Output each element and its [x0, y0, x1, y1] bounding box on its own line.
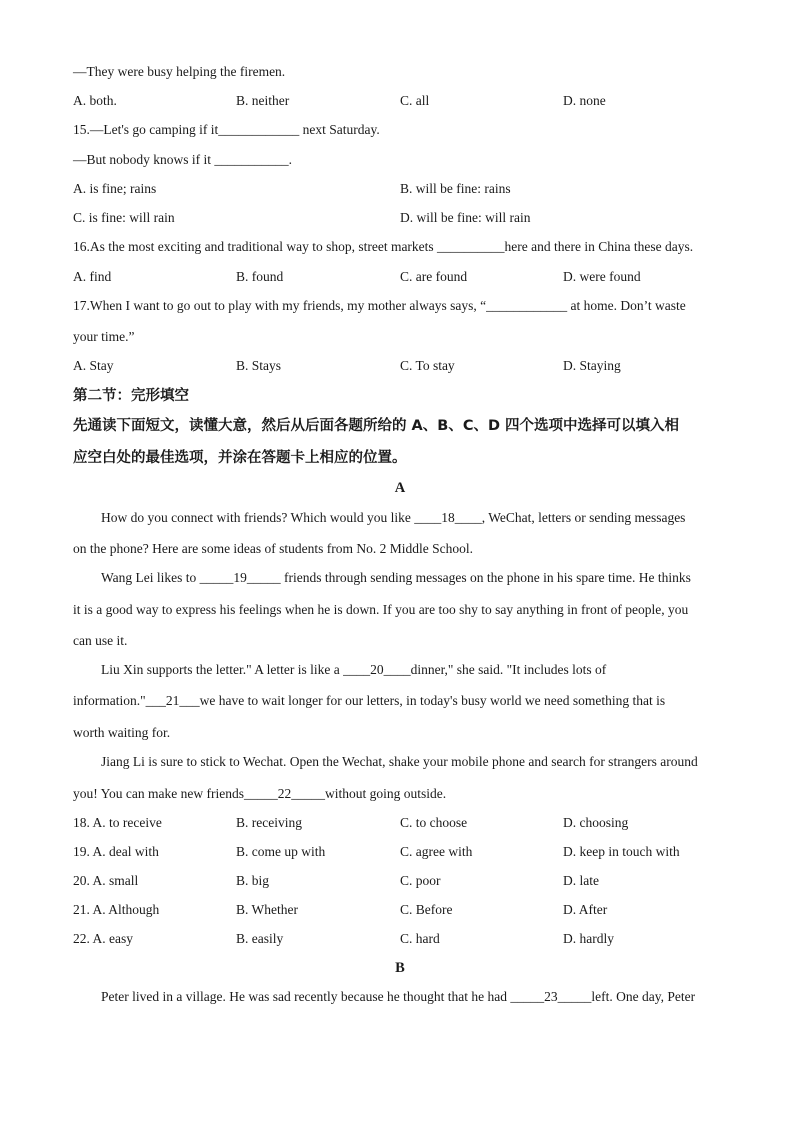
passage-a-line: Liu Xin supports the letter." A letter is like a ____20____dinner," she said. "It includes lots of	[101, 662, 607, 677]
q17-prompt-cont: your time.”	[73, 329, 135, 344]
q21-option-a: 21. A. Although	[73, 902, 160, 917]
q14-option-b: B. neither	[236, 93, 290, 108]
q18-option-d: D. choosing	[563, 815, 629, 830]
q14-option-c: C. all	[400, 93, 430, 108]
passage-b-line: Peter lived in a village. He was sad recently because he thought that he had _____23_____left. One day, Peter	[101, 989, 696, 1004]
q22-option-d: D. hardly	[563, 931, 614, 946]
q18-option-c: C. to choose	[400, 815, 468, 830]
q16-option-d: D. were found	[563, 269, 641, 284]
q14-response: —They were busy helping the firemen.	[73, 64, 286, 79]
q15-option-b: B. will be fine: rains	[400, 181, 511, 196]
q19-options	[73, 843, 733, 861]
q19-option-d: D. keep in touch with	[563, 844, 680, 859]
section-title: 第二节：完形填空	[73, 388, 189, 404]
q17-prompt: 17.When I want to go out to play with my friends, my mother always says, “____________ at home. Don’t waste	[73, 298, 686, 313]
q22-options	[73, 930, 733, 948]
q20-option-c: C. poor	[400, 873, 441, 888]
q15-prompt: 15.—Let's go camping if it____________ next Saturday.	[73, 122, 380, 137]
q17-option-a: A. Stay	[73, 358, 114, 373]
q15-response: —But nobody knows if it ___________.	[73, 152, 293, 167]
q19-option-b: B. come up with	[236, 844, 326, 859]
q19-option-a: 19. A. deal with	[73, 844, 159, 859]
q16-options	[73, 268, 733, 286]
passage-a-line: it is a good way to express his feelings when he is down. If you are too shy to say anything in front of people, you	[73, 602, 689, 617]
q20-option-b: B. big	[236, 873, 270, 888]
passage-a-line: Wang Lei likes to _____19_____ friends through sending messages on the phone in his spare time. He thinks	[101, 570, 691, 585]
q15-options-row2	[73, 209, 733, 227]
section-instruction: 先通读下面短文，读懂大意，然后从后面各题所给的 A、B、C、D 四个选项中选择可以填入相	[73, 418, 680, 434]
passage-a-line: on the phone? Here are some ideas of students from No. 2 Middle School.	[73, 541, 474, 556]
q16-option-c: C. are found	[400, 269, 468, 284]
passage-a-line: information."___21___we have to wait longer for our letters, in today's busy world we need something that is	[73, 693, 666, 708]
q16-option-b: B. found	[236, 269, 284, 284]
q22-option-c: C. hard	[400, 931, 440, 946]
passage-a-line: can use it.	[73, 633, 128, 648]
passage-a-line: worth waiting for.	[73, 725, 171, 740]
q20-options	[73, 872, 733, 890]
passage-b-heading: B	[395, 960, 405, 976]
passage-a-line: you! You can make new friends_____22_____without going outside.	[73, 786, 447, 801]
q17-option-d: D. Staying	[563, 358, 621, 373]
q17-option-c: C. To stay	[400, 358, 455, 373]
q21-option-b: B. Whether	[236, 902, 298, 917]
q17-option-b: B. Stays	[236, 358, 282, 373]
q21-option-c: C. Before	[400, 902, 453, 917]
q16-option-a: A. find	[73, 269, 112, 284]
q18-option-b: B. receiving	[236, 815, 302, 830]
passage-a-heading: A	[394, 480, 406, 496]
q15-options-row1	[73, 180, 733, 198]
q21-options	[73, 901, 733, 919]
q15-option-d: D. will be fine: will rain	[400, 210, 531, 225]
q22-option-b: B. easily	[236, 931, 284, 946]
q14-option-a: A. both.	[73, 93, 117, 108]
q17-options	[73, 357, 733, 375]
section-instruction-cont: 应空白处的最佳选项，并涂在答题卡上相应的位置。	[73, 450, 407, 466]
q14-options	[73, 92, 733, 110]
q16-prompt: 16.As the most exciting and traditional way to shop, street markets __________here and there in China these days.	[73, 239, 694, 254]
passage-a-line: How do you connect with friends? Which would you like ____18____, WeChat, letters or sending messages	[101, 510, 686, 525]
q22-option-a: 22. A. easy	[73, 931, 133, 946]
q20-option-d: D. late	[563, 873, 599, 888]
q19-option-c: C. agree with	[400, 844, 473, 859]
q18-option-a: 18. A. to receive	[73, 815, 162, 830]
q15-option-c: C. is fine: will rain	[73, 210, 175, 225]
q15-option-a: A. is fine; rains	[73, 181, 157, 196]
q14-option-d: D. none	[563, 93, 606, 108]
q20-option-a: 20. A. small	[73, 873, 139, 888]
q21-option-d: D. After	[563, 902, 608, 917]
q18-options	[73, 814, 733, 832]
passage-a-line: Jiang Li is sure to stick to Wechat. Open the Wechat, shake your mobile phone and search for strangers around	[101, 754, 698, 769]
